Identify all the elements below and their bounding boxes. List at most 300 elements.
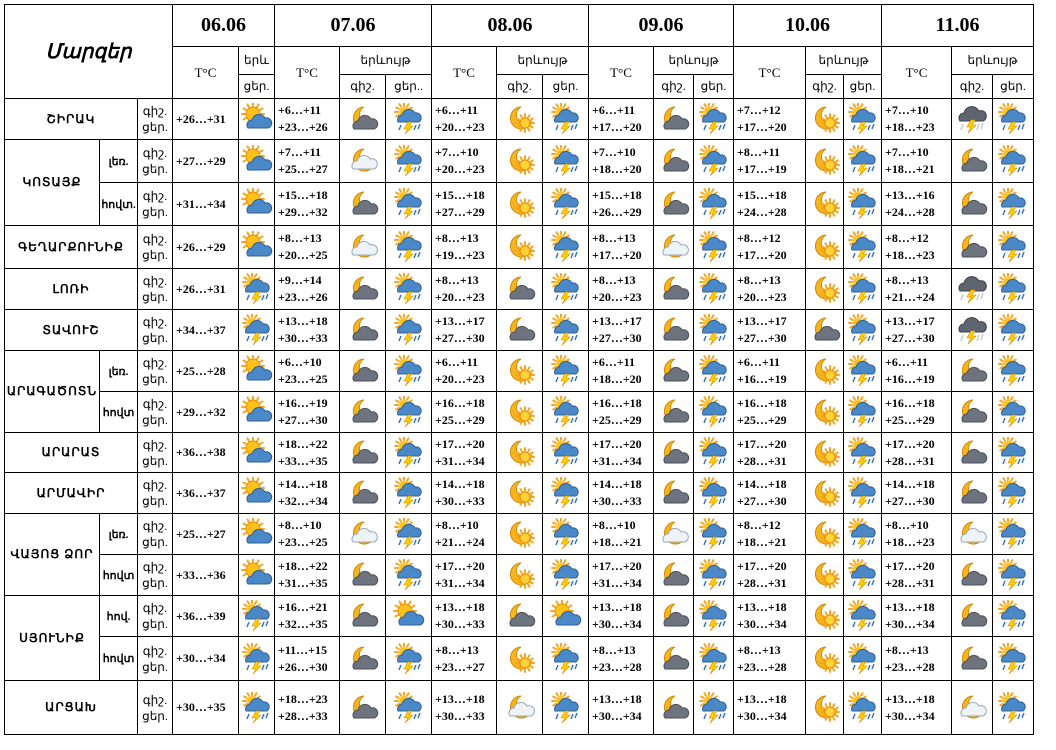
- day-label: ցեր.: [142, 413, 168, 427]
- thunderstorm-icon: [550, 273, 582, 305]
- moon-cloud-icon: [504, 273, 536, 305]
- moon-sun-icon: [504, 477, 536, 509]
- weather-cell: [993, 637, 1034, 681]
- moon-sun-icon: [504, 518, 536, 550]
- day-temp: +23…+27: [435, 659, 485, 674]
- weather-label: երևույթ: [952, 47, 1034, 75]
- temperature-cell: [734, 681, 806, 735]
- night-label: գիշ.: [497, 75, 543, 99]
- thunderstorm-icon: [698, 692, 730, 724]
- moon-sun-icon: [809, 396, 841, 428]
- weather-cell: [952, 433, 993, 473]
- temperature-cell: [734, 226, 806, 269]
- night-temp: +18…+22: [278, 559, 328, 573]
- weather-label: երև: [239, 47, 275, 75]
- table-row: [5, 351, 1034, 392]
- temperature-cell: [882, 596, 952, 637]
- temperature-cell: +26…+29: [173, 226, 239, 269]
- region-name: ՇԻՐԱԿ: [5, 99, 138, 140]
- weather-cell: [694, 140, 734, 183]
- temperature-cell: +34…+37: [173, 310, 239, 351]
- day-temp: +27…+30: [435, 331, 485, 345]
- night-day-labels: [138, 681, 173, 735]
- moon-sun-icon: [504, 437, 536, 469]
- weather-cell: [543, 351, 589, 392]
- temperature-cell: [734, 473, 806, 514]
- sun-cloud-icon: [241, 518, 273, 550]
- night-temp: +17…+20: [737, 559, 787, 573]
- moon-sun-icon: [809, 145, 841, 177]
- weather-cell: [340, 637, 386, 681]
- weather-cell: [497, 392, 543, 433]
- night-label: գիշ.: [142, 478, 168, 492]
- temperature-cell: [882, 555, 952, 596]
- weather-cell: [386, 555, 432, 596]
- temperature-cell: +36…+39: [173, 596, 239, 637]
- weather-cell: [497, 310, 543, 351]
- thunderstorm-icon: [550, 477, 582, 509]
- temperature-cell: [589, 596, 654, 637]
- night-temp: +7…+10: [435, 145, 479, 159]
- weather-cell: [386, 637, 432, 681]
- weather-cell: [543, 681, 589, 735]
- day-temp: +18…+23: [885, 248, 935, 262]
- day-temp: +27…+30: [278, 413, 328, 427]
- thunderstorm-icon: [393, 103, 425, 135]
- thunderstorm-icon: [393, 396, 425, 428]
- day-temp: +17…+20: [737, 248, 787, 262]
- day-temp: +18…+20: [592, 372, 642, 386]
- night-temp: +13…+18: [435, 691, 485, 706]
- weather-cell: [543, 473, 589, 514]
- moon-sun-icon: [809, 273, 841, 305]
- day-temp: +18…+23: [885, 120, 935, 134]
- weather-cell: [844, 681, 882, 735]
- temperature-cell: [589, 269, 654, 310]
- weather-cell: [952, 183, 993, 226]
- day-temp: +20…+23: [435, 120, 485, 134]
- weather-cell: [340, 681, 386, 735]
- weather-cell: [497, 433, 543, 473]
- moon-sun-icon: [504, 643, 536, 675]
- temperature-cell: [275, 433, 340, 473]
- temperature-cell: [589, 392, 654, 433]
- weather-cell: [952, 351, 993, 392]
- thunderstorm-icon: [997, 355, 1029, 387]
- temperature-cell: [275, 473, 340, 514]
- thunderstorm-icon: [698, 231, 730, 263]
- temperature-cell: +36…+38: [173, 433, 239, 473]
- day-temp: +20…+23: [435, 162, 485, 176]
- table-row: [5, 99, 1034, 140]
- thunderstorm-icon: [393, 273, 425, 305]
- night-temp: +17…+20: [592, 559, 642, 573]
- temperature-cell: [734, 392, 806, 433]
- temperature-cell: [432, 310, 497, 351]
- temperature-cell: [589, 310, 654, 351]
- night-temp: +8…+13: [592, 273, 636, 287]
- thunderstorm-icon: [698, 477, 730, 509]
- thunderstorm-icon: [997, 396, 1029, 428]
- night-temp: +13…+18: [737, 600, 787, 614]
- thunderstorm-icon: [393, 145, 425, 177]
- table-row: [5, 183, 1034, 226]
- night-temp: +8…+13: [278, 231, 322, 245]
- day-temp: +26…+29: [592, 205, 642, 219]
- day-temp: +27…+30: [737, 331, 787, 345]
- weather-cell: [952, 473, 993, 514]
- weather-cell: [239, 433, 275, 473]
- moon-cloud-icon: [658, 145, 690, 177]
- temperature-cell: [275, 183, 340, 226]
- temperature-cell: [882, 99, 952, 140]
- temperature-cell: [589, 555, 654, 596]
- weather-cell: [806, 473, 844, 514]
- moon-cloud-icon: [956, 231, 988, 263]
- night-temp: +17…+20: [592, 436, 642, 451]
- weather-cell: [543, 514, 589, 555]
- weather-cell: [386, 269, 432, 310]
- temperature-cell: +31…+34: [173, 183, 239, 226]
- weather-cell: [952, 681, 993, 735]
- subregion-label: լեռ.: [100, 351, 138, 392]
- table-row: [5, 269, 1034, 310]
- weather-cell: [543, 99, 589, 140]
- temperature-cell: [882, 269, 952, 310]
- moon-icon: [504, 692, 536, 724]
- table-row: [5, 596, 1034, 637]
- day-temp: +26…+30: [278, 659, 328, 674]
- night-temp: +14…+18: [737, 477, 787, 491]
- night-temp: +8…+13: [737, 642, 781, 657]
- day-label: ցեր.: [239, 75, 275, 99]
- thunderstorm-icon: [698, 600, 730, 632]
- weather-cell: [239, 514, 275, 555]
- moon-icon: [956, 692, 988, 724]
- weather-cell: [497, 183, 543, 226]
- day-label: ցեր.: [142, 162, 168, 176]
- day-label: ցեր.: [142, 372, 168, 386]
- thunderstorm-icon: [698, 273, 730, 305]
- weather-cell: [806, 226, 844, 269]
- night-temp: +13…+18: [885, 691, 935, 706]
- moon-sun-icon: [504, 145, 536, 177]
- thunderstorm-icon: [550, 103, 582, 135]
- night-day-labels: [138, 183, 173, 226]
- weather-cell: [497, 99, 543, 140]
- temperature-cell: [432, 514, 497, 555]
- weather-cell: [694, 555, 734, 596]
- date-header: 10.06: [734, 5, 882, 47]
- night-label: գիշ.: [142, 643, 168, 658]
- sun-cloud-icon: [241, 231, 273, 263]
- temperature-cell: +30…+35: [173, 681, 239, 735]
- temperature-cell: [432, 226, 497, 269]
- moon-cloud-icon: [658, 188, 690, 220]
- temperature-cell: [275, 514, 340, 555]
- day-temp: +17…+20: [592, 248, 642, 262]
- night-label: գիշ.: [142, 560, 168, 574]
- moon-sun-icon: [809, 355, 841, 387]
- thunderstorm-icon: [847, 600, 879, 632]
- temperature-cell: [432, 473, 497, 514]
- day-temp: +30…+33: [435, 494, 485, 508]
- weather-cell: [654, 351, 694, 392]
- weather-cell: [993, 681, 1034, 735]
- day-temp: +31…+34: [435, 576, 485, 590]
- night-temp: +18…+22: [278, 436, 328, 451]
- moon-sun-icon: [809, 692, 841, 724]
- night-temp: +17…+20: [737, 436, 787, 451]
- temperature-cell: [734, 637, 806, 681]
- temperature-cell: [432, 269, 497, 310]
- weather-cell: [340, 183, 386, 226]
- sun-cloud-icon: [241, 437, 273, 469]
- weather-cell: [239, 473, 275, 514]
- table-row: [5, 681, 1034, 735]
- thunderstorm-icon: [698, 103, 730, 135]
- day-temp: +30…+33: [278, 331, 328, 345]
- weather-cell: [340, 99, 386, 140]
- night-temp: +13…+17: [592, 314, 642, 328]
- thunderstorm-icon: [393, 477, 425, 509]
- temperature-cell: [275, 269, 340, 310]
- night-temp: +16…+21: [278, 600, 328, 614]
- weather-cell: [386, 433, 432, 473]
- night-temp: +13…+18: [885, 600, 935, 614]
- thunderstorm-icon: [997, 692, 1029, 724]
- temperature-cell: [432, 637, 497, 681]
- temperature-cell: [432, 681, 497, 735]
- sun-cloud-icon: [241, 103, 273, 135]
- temperature-cell: [589, 226, 654, 269]
- thunderstorm-icon: [241, 692, 273, 724]
- sun-cloud-icon: [241, 559, 273, 591]
- weather-cell: [386, 473, 432, 514]
- day-temp: +18…+23: [885, 535, 935, 549]
- temperature-cell: [432, 99, 497, 140]
- weather-cell: [806, 140, 844, 183]
- temperature-cell: [275, 555, 340, 596]
- temperature-cell: [882, 351, 952, 392]
- day-temp: +25…+29: [737, 413, 787, 427]
- weather-cell: [694, 473, 734, 514]
- temperature-cell: [882, 473, 952, 514]
- weather-cell: [993, 514, 1034, 555]
- weather-cell: [239, 637, 275, 681]
- night-temp: +13…+18: [278, 314, 328, 328]
- day-temp: +18…+21: [737, 535, 787, 549]
- night-label: գիշ.: [142, 315, 168, 329]
- moon-cloud-icon: [658, 437, 690, 469]
- temperature-cell: [589, 140, 654, 183]
- day-temp: +16…+19: [885, 372, 935, 386]
- day-temp: +30…+33: [435, 708, 485, 723]
- night-day-labels: [138, 433, 173, 473]
- day-temp: +28…+31: [737, 576, 787, 590]
- moon-cloud-icon: [956, 188, 988, 220]
- date-header: 07.06: [275, 5, 432, 47]
- night-temp: +15…+18: [737, 188, 787, 202]
- day-temp: +21…+24: [885, 290, 935, 304]
- moon-sun-icon: [809, 188, 841, 220]
- moon-sun-icon: [809, 437, 841, 469]
- region-name: ՏԱՎՈՒՇ: [5, 310, 138, 351]
- night-temp: +7…+10: [592, 145, 636, 159]
- weather-cell: [497, 637, 543, 681]
- moon-icon: [347, 145, 379, 177]
- moon-sun-icon: [809, 559, 841, 591]
- temp-label: T°C: [734, 47, 806, 99]
- night-label: գիշ.: [142, 189, 168, 203]
- thunderstorm-icon: [847, 103, 879, 135]
- night-temp: +16…+18: [435, 396, 485, 410]
- night-label: գիշ.: [142, 519, 168, 533]
- weather-cell: [952, 514, 993, 555]
- weather-cell: [694, 269, 734, 310]
- temperature-cell: [589, 433, 654, 473]
- thunderstorm-icon: [241, 314, 273, 346]
- night-label: գիշ.: [340, 75, 386, 99]
- temperature-cell: [734, 555, 806, 596]
- day-temp: +23…+28: [737, 659, 787, 674]
- weather-cell: [340, 473, 386, 514]
- day-temp: +27…+30: [885, 494, 935, 508]
- day-temp: +20…+23: [592, 290, 642, 304]
- temperature-cell: [275, 140, 340, 183]
- night-temp: +16…+18: [592, 396, 642, 410]
- thunderstorm-icon: [550, 396, 582, 428]
- thunderstorm-icon: [997, 437, 1029, 469]
- temperature-cell: [275, 310, 340, 351]
- temperature-cell: [432, 183, 497, 226]
- day-label: ցեր.: [142, 659, 168, 674]
- weather-cell: [694, 514, 734, 555]
- night-temp: +14…+18: [885, 477, 935, 491]
- moon-cloud-icon: [658, 559, 690, 591]
- night-temp: +15…+18: [435, 188, 485, 202]
- day-temp: +20…+23: [435, 372, 485, 386]
- moon-cloud-icon: [347, 396, 379, 428]
- night-temp: +6…+11: [435, 355, 479, 369]
- temperature-cell: [882, 681, 952, 735]
- moon-cloud-icon: [658, 273, 690, 305]
- weather-cell: [654, 226, 694, 269]
- thunderstorm-icon: [997, 231, 1029, 263]
- weather-cell: [806, 183, 844, 226]
- weather-cell: [993, 433, 1034, 473]
- day-temp: +16…+19: [737, 372, 787, 386]
- temperature-cell: [882, 637, 952, 681]
- day-temp: +20…+25: [278, 248, 328, 262]
- thunderstorm-icon: [698, 518, 730, 550]
- temp-label: T°C: [589, 47, 654, 99]
- day-temp: +23…+25: [278, 535, 328, 549]
- temp-label: T°C: [432, 47, 497, 99]
- night-temp: +15…+18: [278, 188, 328, 202]
- sun-cloud-icon: [241, 477, 273, 509]
- temperature-cell: [589, 183, 654, 226]
- night-temp: +7…+12: [737, 103, 781, 117]
- day-label: ցեր.: [694, 75, 734, 99]
- thunderstorm-icon: [997, 273, 1029, 305]
- sun-cloud-icon: [241, 188, 273, 220]
- night-temp: +15…+18: [592, 188, 642, 202]
- temperature-cell: [275, 226, 340, 269]
- weather-cell: [497, 555, 543, 596]
- temperature-cell: +30…+34: [173, 637, 239, 681]
- sun-cloud-icon: [241, 145, 273, 177]
- moon-cloud-icon: [347, 188, 379, 220]
- temp-label: T°C: [275, 47, 340, 99]
- day-temp: +28…+31: [737, 453, 787, 468]
- weather-cell: [694, 226, 734, 269]
- weather-cell: [806, 99, 844, 140]
- thunderstorm-icon: [698, 643, 730, 675]
- forecast-table: [4, 4, 1034, 735]
- day-temp: +32…+35: [278, 617, 328, 631]
- night-day-labels: [138, 310, 173, 351]
- weather-cell: [806, 596, 844, 637]
- night-temp: +8…+13: [435, 273, 479, 287]
- thunderstorm-icon: [550, 437, 582, 469]
- weather-cell: [386, 310, 432, 351]
- night-temp: +14…+18: [592, 477, 642, 491]
- weather-cell: [543, 310, 589, 351]
- night-temp: +6…+11: [278, 103, 322, 117]
- weather-cell: [340, 269, 386, 310]
- weather-label: երևույթ: [806, 47, 882, 75]
- day-temp: +24…+28: [885, 205, 935, 219]
- weather-cell: [386, 514, 432, 555]
- day-temp: +31…+34: [592, 576, 642, 590]
- temperature-cell: [432, 596, 497, 637]
- day-temp: +23…+28: [592, 659, 642, 674]
- subregion-label: հովտ: [100, 392, 138, 433]
- day-label: ցեր.: [142, 576, 168, 590]
- weather-cell: [386, 351, 432, 392]
- weather-cell: [654, 433, 694, 473]
- moon-cloud-icon: [347, 355, 379, 387]
- weather-cell: [654, 392, 694, 433]
- thunderstorm-icon: [847, 643, 879, 675]
- weather-cell: [993, 555, 1034, 596]
- moon-cloud-icon: [347, 477, 379, 509]
- day-label: ցեր.: [142, 120, 168, 134]
- weather-cell: [239, 226, 275, 269]
- temperature-cell: [734, 269, 806, 310]
- temperature-cell: [589, 637, 654, 681]
- weather-cell: [386, 226, 432, 269]
- temperature-cell: [734, 310, 806, 351]
- day-label: ցեր.: [142, 331, 168, 345]
- regions-header: [5, 5, 173, 99]
- thunderstorm-icon: [997, 559, 1029, 591]
- weather-cell: [694, 392, 734, 433]
- day-temp: +20…+23: [435, 290, 485, 304]
- weather-cell: [844, 392, 882, 433]
- weather-cell: [993, 226, 1034, 269]
- region-name: ԱՐՄԱՎԻՐ: [5, 473, 138, 514]
- weather-cell: [654, 269, 694, 310]
- temperature-cell: [734, 99, 806, 140]
- thunderstorm-icon: [847, 518, 879, 550]
- day-temp: +17…+19: [737, 162, 787, 176]
- weather-cell: [844, 351, 882, 392]
- day-label: ցեր.: [142, 248, 168, 262]
- weather-cell: [386, 681, 432, 735]
- subregion-label: հովտ.: [100, 183, 138, 226]
